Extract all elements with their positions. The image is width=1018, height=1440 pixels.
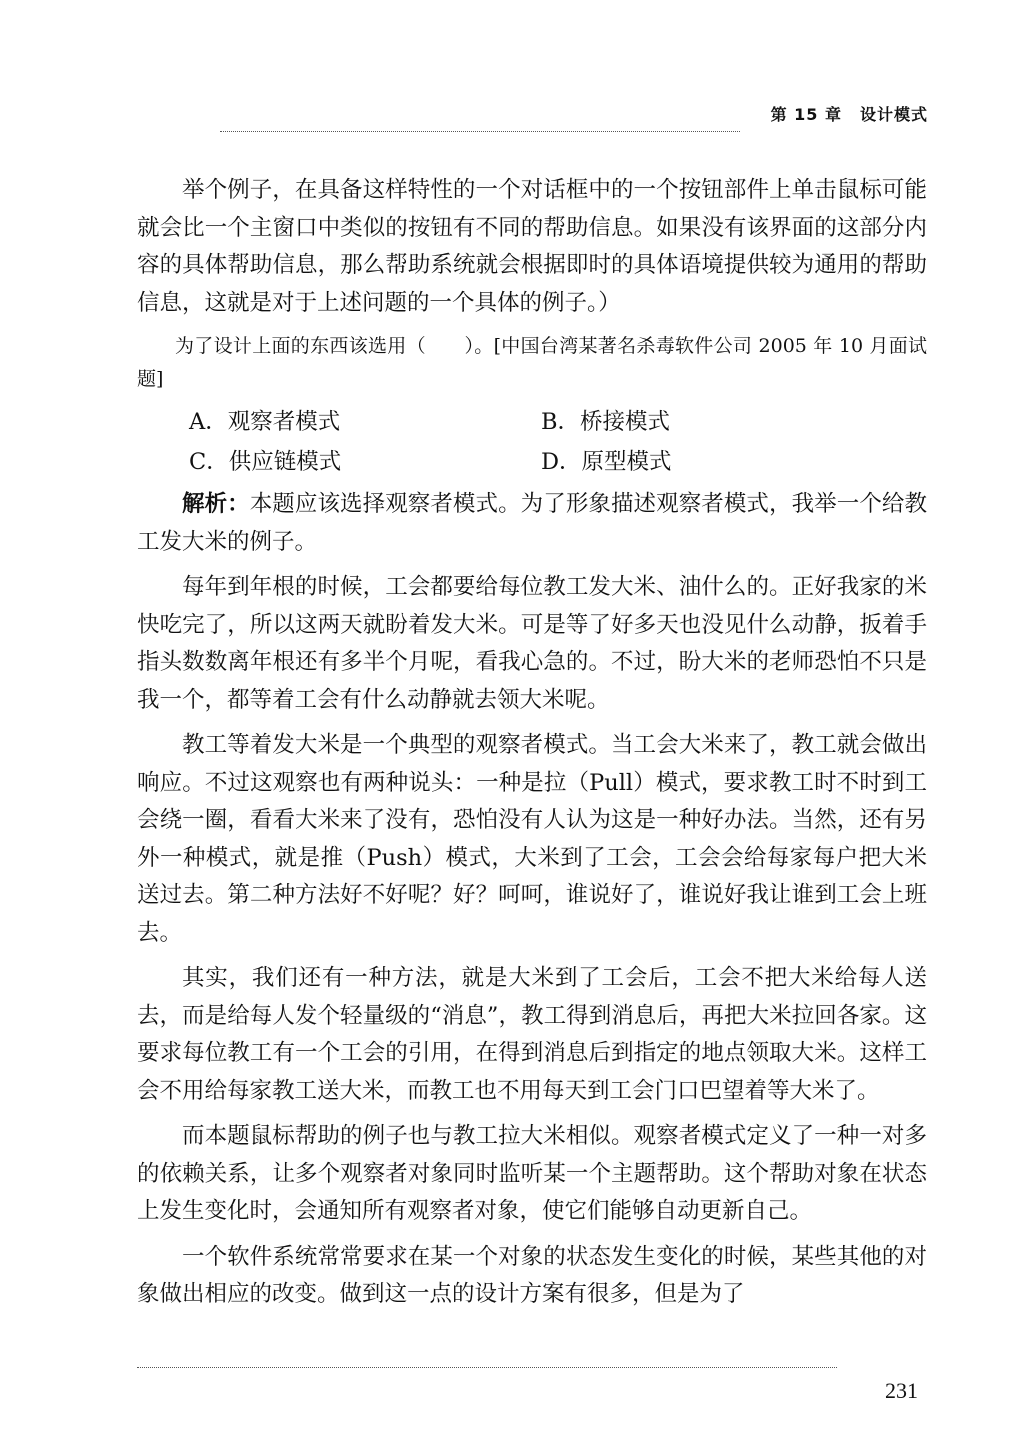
option-b: B．桥接模式 xyxy=(541,409,671,435)
paragraph-intro-example: 举个例子，在具备这样特性的一个对话框中的一个按钮部件上单击鼠标可能就会比一个主窗口中类似的按钮有不同的帮助信息。如果没有该界面的这部分内容的具体帮助信息，那么帮助系统就会根据即时的具体语境提供较为通用的帮助信息，这就是对于上述问题的一个具体的例子。） xyxy=(137,177,927,316)
page-body xyxy=(137,172,927,1322)
option-c: C．供应链模式 xyxy=(189,449,342,475)
footer-rule xyxy=(137,1367,837,1368)
paragraph-message-method: 其实，我们还有一种方法，就是大米到了工会后，工会不把大米给每人送去，而是给每人发个轻量级的“消息”，教工得到消息后，再把大米拉回各家。这要求每位教工有一个工会的引用，在得到消息后到指定的地点领取大米。这样工会不用给每家教工送大米，而教工也不用每天到工会门口巴望着等大米了。 xyxy=(137,965,927,1104)
question-text: 为了设计上面的东西该选用（ ）。[中国台湾某著名杀毒软件公司 2005 年 10 月面试题] xyxy=(137,335,927,390)
analysis-label: 解析： xyxy=(182,491,250,517)
paragraph-rice-story: 每年到年根的时候，工会都要给每位教工发大米、油什么的。正好我家的米快吃完了，所以这两天就盼着发大米。可是等了好多天也没见什么动静，扳着手指头数数离年根还有多半个月呢，看我心急的。不过，盼大米的老师恐怕不只是我一个，都等着工会有什么动静就去领大米呢。 xyxy=(137,574,927,713)
answer-options xyxy=(189,404,927,480)
analysis-paragraph xyxy=(137,486,927,561)
header-rule xyxy=(220,131,740,132)
paragraph-software-system: 一个软件系统常常要求在某一个对象的状态发生变化的时候，某些其他的对象做出相应的改变。做到这一点的设计方案有很多，但是为了 xyxy=(137,1243,927,1307)
chapter-title: 设计模式 xyxy=(859,105,928,124)
paragraph-pull-push: 教工等着发大米是一个典型的观察者模式。当工会大米来了，教工就会做出响应。不过这观察也有两种说头：一种是拉（Pull）模式，要求教工时不时到工会绕一圈，看看大米来了没有，恐怕没有人认为这是一种好办法。当然，还有另外一种模式，就是推（Push）模式，大米到了工会，工会会给每家每户把大米送过去。第二种方法好不好呢？好？呵呵，谁说好了，谁说好我让谁到工会上班去。 xyxy=(137,732,927,946)
page-number: 231 xyxy=(885,1378,918,1403)
chapter-number: 第 15 章 xyxy=(770,105,842,124)
option-d: D．原型模式 xyxy=(541,449,672,475)
running-header xyxy=(771,102,928,125)
analysis-text: 本题应该选择观察者模式。为了形象描述观察者模式，我举一个给教工发大米的例子。 xyxy=(137,491,927,555)
option-a: A．观察者模式 xyxy=(189,409,341,435)
paragraph-observer-definition: 而本题鼠标帮助的例子也与教工拉大米相似。观察者模式定义了一种一对多的依赖关系，让多个观察者对象同时监听某一个主题帮助。这个帮助对象在状态上发生变化时，会通知所有观察者对象，使它们能够自动更新自己。 xyxy=(137,1123,927,1224)
